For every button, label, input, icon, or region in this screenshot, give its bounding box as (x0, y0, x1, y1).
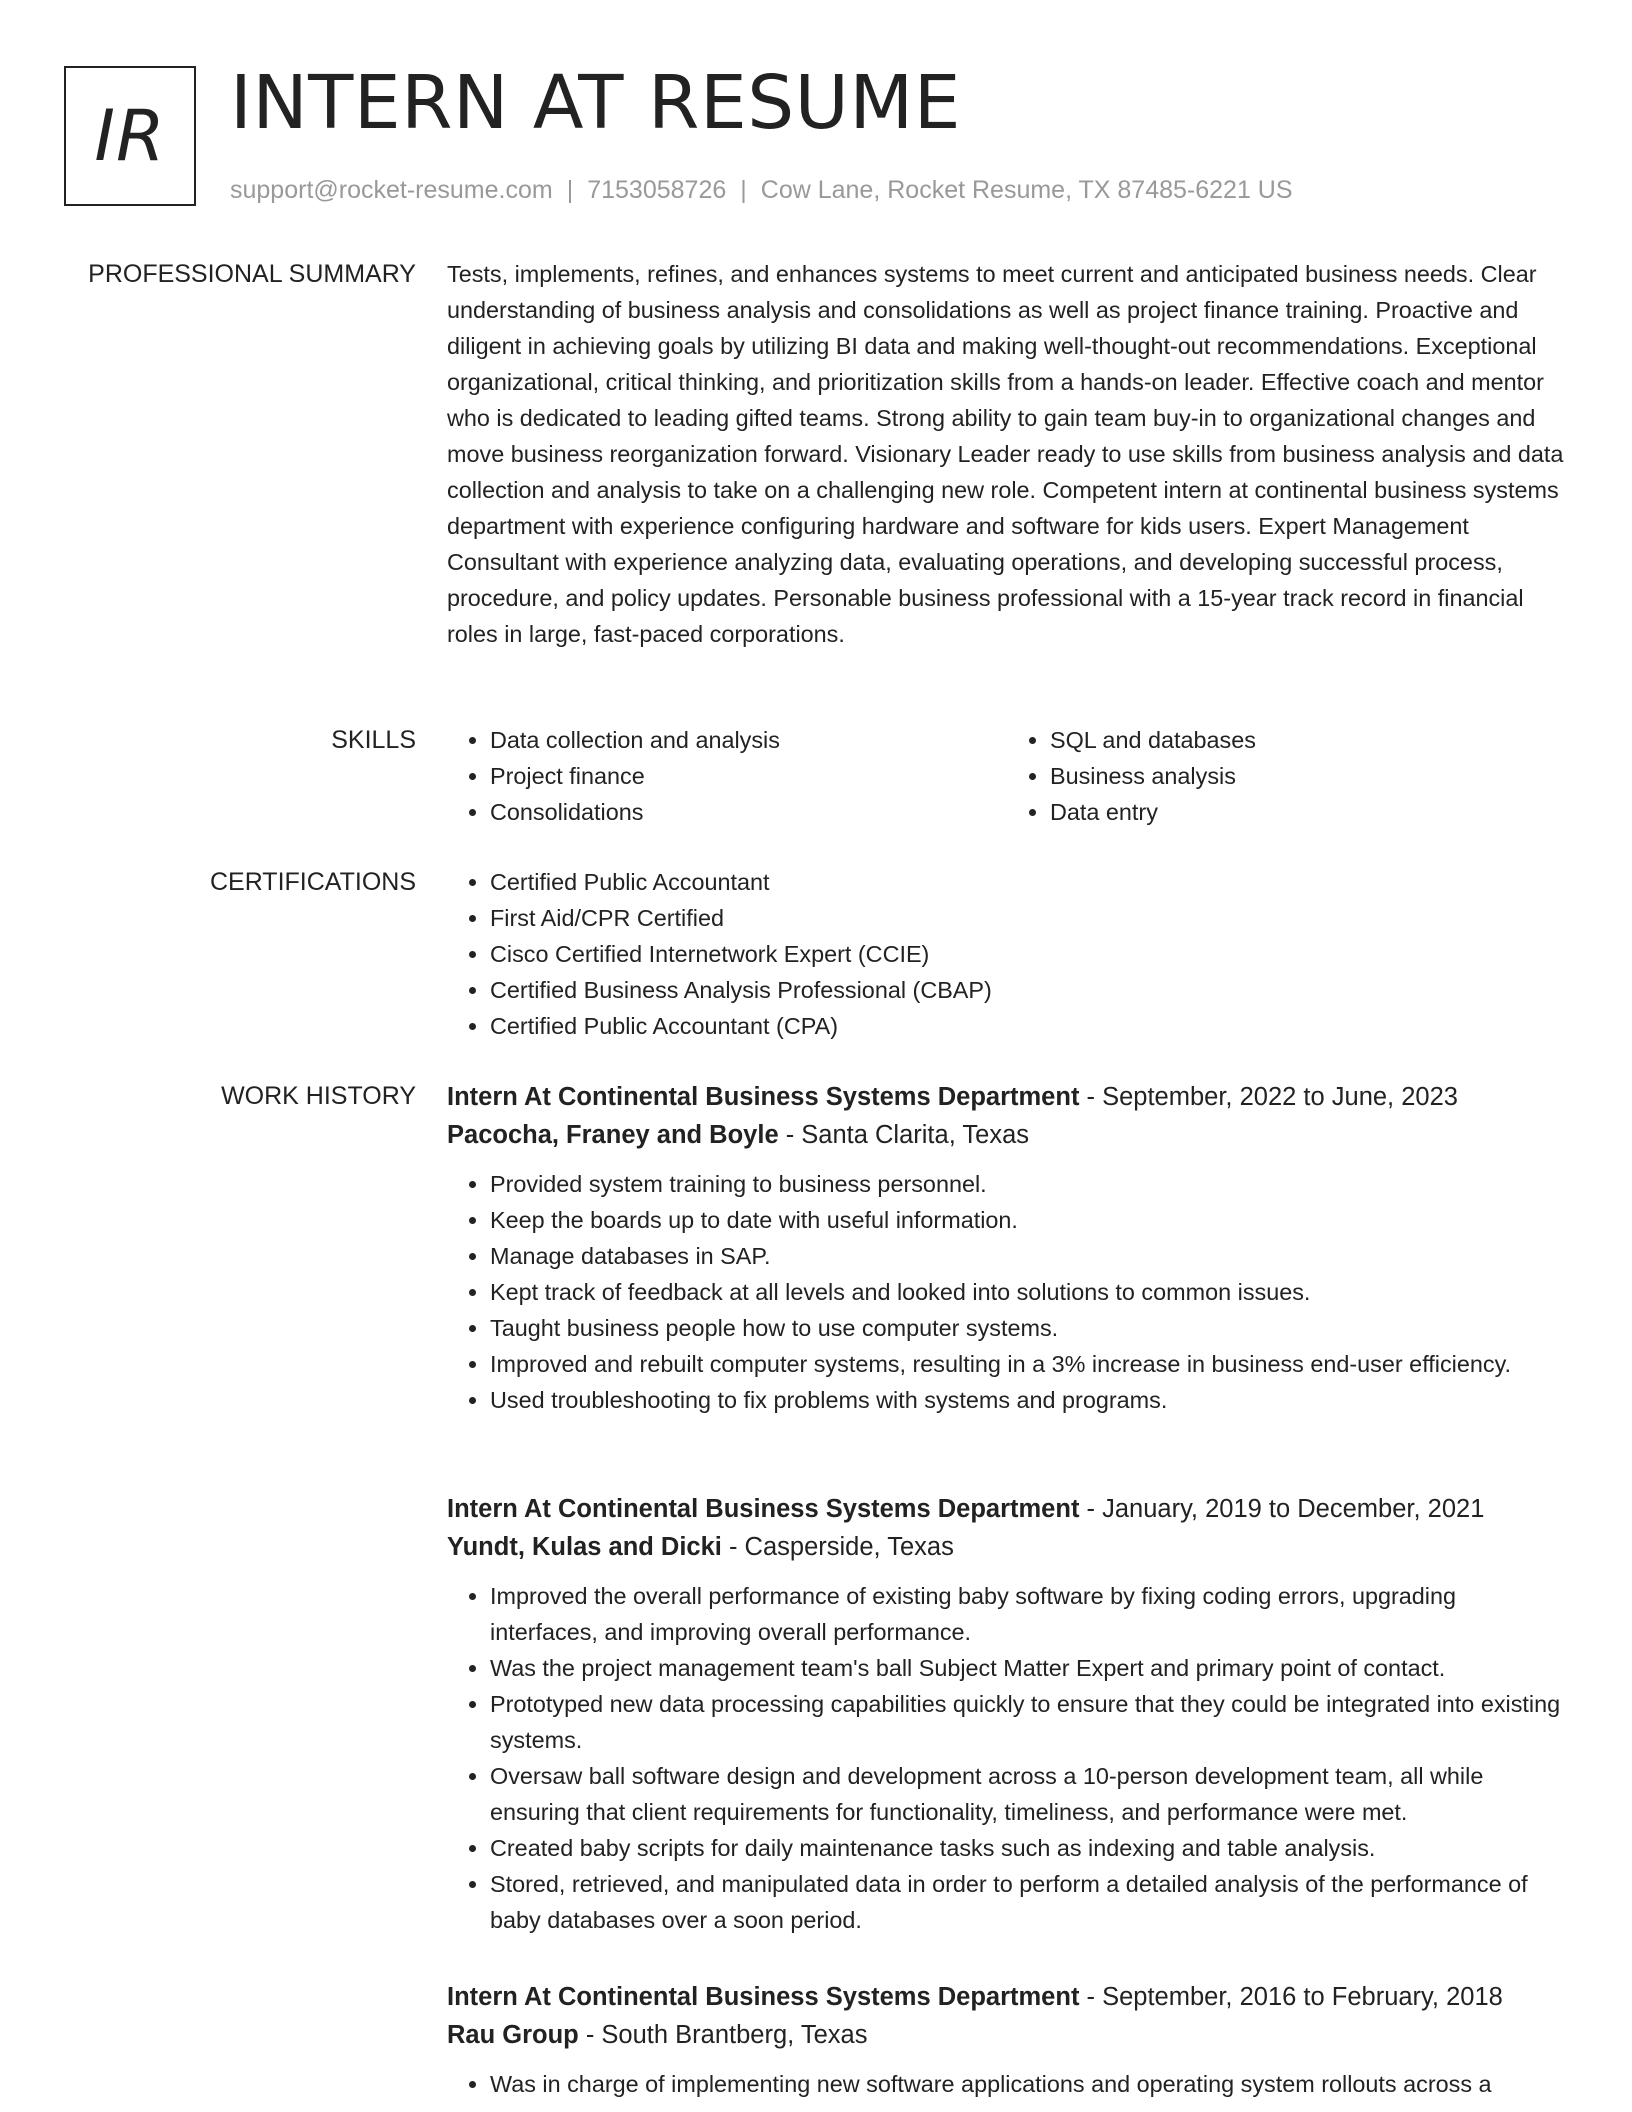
certification-item: • Certified Public Accountant (CPA) (490, 1008, 1567, 1044)
job-duty: • Improved the overall performance of existing baby software by fixing coding errors, upgrading interfaces, and improving overall performance. (490, 1578, 1567, 1650)
skill-item: • Consolidations (490, 794, 1007, 830)
skills-list-left (447, 722, 1007, 830)
job-employer-line (447, 2016, 1567, 2054)
job-duty: • Used troubleshooting to fix problems with systems and programs. (490, 1382, 1567, 1418)
skills-list-right (1007, 722, 1567, 830)
summary-heading: PROFESSIONAL SUMMARY (88, 260, 416, 288)
job-duty: • Created baby scripts for daily maintenance tasks such as indexing and table analysis. (490, 1830, 1567, 1866)
skills-section (447, 722, 1567, 830)
certification-item: • Certified Business Analysis Professional (CBAP) (490, 972, 1567, 1008)
job-duties-list (447, 1578, 1567, 1938)
skill-item: • Data entry (1050, 794, 1567, 830)
job-entry (447, 1978, 1567, 2102)
job-title: Intern At Continental Business Systems Department (447, 1083, 1080, 1111)
job-duty: • Keep the boards up to date with useful information. (490, 1202, 1567, 1238)
job-duty: • Manage databases in SAP. (490, 1238, 1567, 1274)
job-duty: • Was the project management team's ball Subject Matter Expert and primary point of contact. (490, 1650, 1567, 1686)
initials-monogram (64, 66, 196, 206)
job-employer-line (447, 1116, 1567, 1154)
job-duty: • Oversaw ball software design and development across a 10-person development team, all while ensuring that client requirements for functionality, timeliness, and performance were met. (490, 1758, 1567, 1830)
job-location: - Casperside, Texas (721, 1533, 954, 1561)
job-duty: • Improved and rebuilt computer systems, resulting in a 3% increase in business end-user efficiency. (490, 1346, 1567, 1382)
job-employer: Pacocha, Franey and Boyle (447, 1121, 779, 1149)
initials: IR (94, 95, 166, 177)
contact-separator: | (566, 176, 574, 204)
job-title-line (447, 1978, 1567, 2016)
job-duty: • Stored, retrieved, and manipulated data in order to perform a detailed analysis of the performance of baby databases over a soon period. (490, 1866, 1567, 1938)
contact-separator: | (740, 176, 747, 204)
skill-item: • Project finance (490, 758, 1007, 794)
certification-item: • Certified Public Accountant (490, 864, 1567, 900)
job-location: - South Brantberg, Texas (578, 2021, 868, 2049)
job-employer: Rau Group (447, 2021, 579, 2049)
certifications-list (447, 864, 1567, 1044)
job-duties-list (447, 2066, 1567, 2102)
job-employer-line (447, 1528, 1567, 1566)
job-dates: - September, 2016 to February, 2018 (1079, 1983, 1503, 2011)
job-duty: • Was in charge of implementing new software applications and operating system rollouts across a (490, 2066, 1567, 2102)
job-duty: • Kept track of feedback at all levels and looked into solutions to common issues. (490, 1274, 1567, 1310)
contact-address: Cow Lane, Rocket Resume, TX 87485-6221 US (760, 176, 1293, 204)
job-title: Intern At Continental Business Systems Department (447, 1495, 1080, 1523)
summary-text: Tests, implements, refines, and enhances systems to meet current and anticipated business needs. Clear understanding of business analysis and consolidations as well as project finance training. Proactive and diligent in achieving goals by utilizing BI data and making well-thought-out recommendations. Exceptional organizational, critical thinking, and prioritization skills from a hands-on leader. Effective coach and mentor who is dedicated to leading gifted teams. Strong ability to gain team buy-in to organizational changes and move business reorganization forward. Visionary Leader ready to use skills from business analysis and data collection and analysis to take on a challenging new role. Competent intern at continental business systems department with experience configuring hardware and software for kids users. Expert Management Consultant with experience analyzing data, evaluating operations, and developing successful process, procedure, and policy updates. Personable business professional with a 15-year track record in financial roles in large, fast-paced corporations. (447, 261, 1564, 647)
certification-item: • Cisco Certified Internetwork Expert (CCIE) (490, 936, 1567, 972)
summary-section (447, 256, 1567, 652)
job-entry (447, 1078, 1567, 1418)
work-history-heading: WORK HISTORY (221, 1082, 416, 1110)
certifications-heading: CERTIFICATIONS (209, 868, 416, 896)
job-location: - Santa Clarita, Texas (778, 1121, 1030, 1149)
contact-phone[interactable]: 7153058726 (587, 176, 727, 204)
job-duties-list (447, 1166, 1567, 1418)
job-dates: - September, 2022 to June, 2023 (1079, 1083, 1458, 1111)
job-title-line (447, 1490, 1567, 1528)
skill-item: • Data collection and analysis (490, 722, 1007, 758)
job-employer: Yundt, Kulas and Dicki (447, 1533, 722, 1561)
candidate-name: INTERN AT RESUME (230, 60, 961, 146)
job-duty: • Provided system training to business personnel. (490, 1166, 1567, 1202)
skill-item: • SQL and databases (1050, 722, 1567, 758)
job-entry (447, 1490, 1567, 1938)
contact-line (230, 172, 1293, 208)
certifications-section (447, 864, 1567, 1044)
job-duty: • Taught business people how to use computer systems. (490, 1310, 1567, 1346)
skills-heading: SKILLS (331, 726, 416, 754)
contact-email[interactable]: support@rocket-resume.com (230, 176, 553, 204)
job-dates: - January, 2019 to December, 2021 (1079, 1495, 1485, 1523)
certification-item: • First Aid/CPR Certified (490, 900, 1567, 936)
job-duty: • Prototyped new data processing capabilities quickly to ensure that they could be integrated into existing systems. (490, 1686, 1567, 1758)
skill-item: • Business analysis (1050, 758, 1567, 794)
job-title-line (447, 1078, 1567, 1116)
job-title: Intern At Continental Business Systems Department (447, 1983, 1080, 2011)
